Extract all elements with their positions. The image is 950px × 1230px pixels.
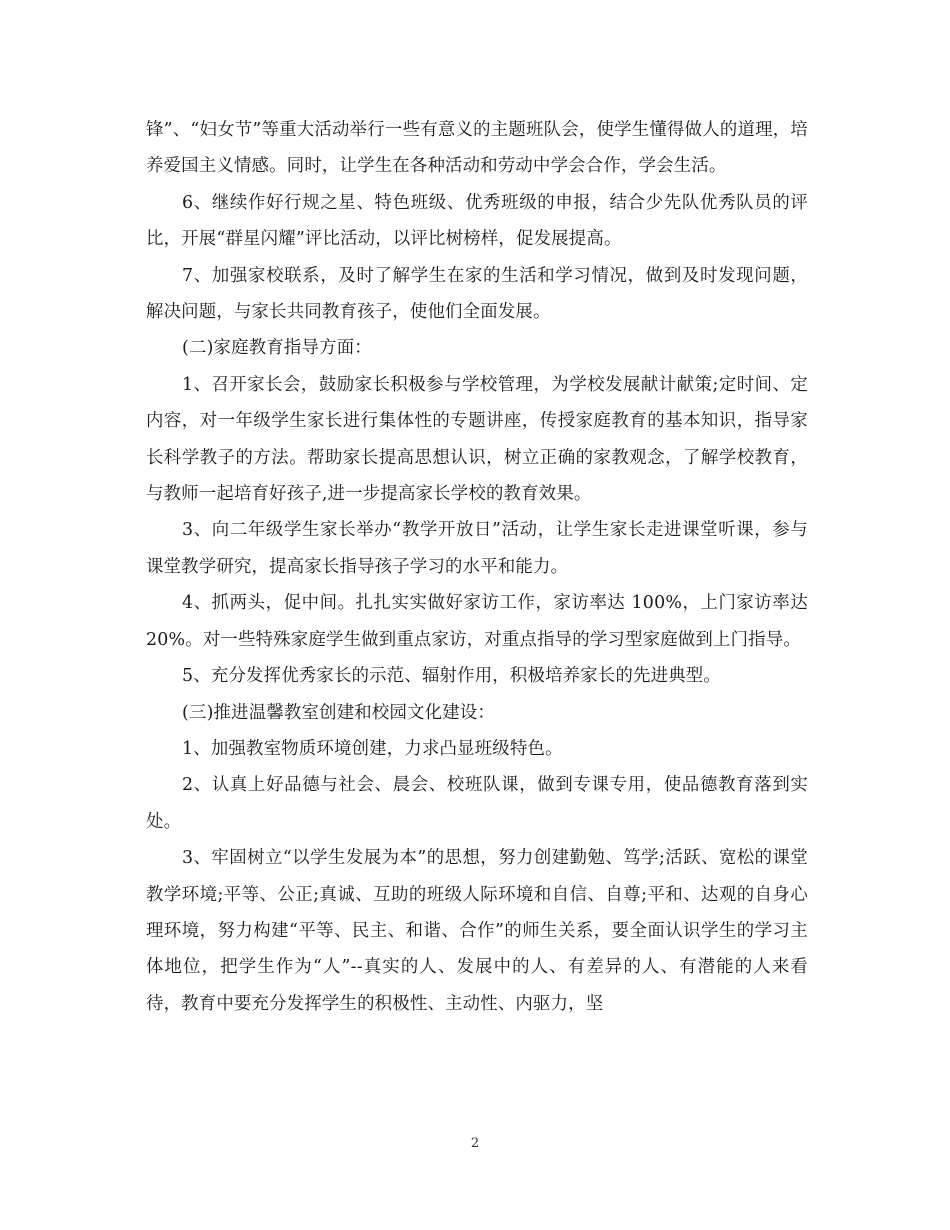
- paragraph-item-6: 6、继续作好行规之星、特色班级、优秀班级的申报，结合少先队优秀队员的评比，开展“群星闪耀”评比活动，以评比树榜样，促发展提高。: [146, 192, 808, 250]
- paragraph-item-7: 7、加强家校联系，及时了解学生在家的生活和学习情况，做到及时发现问题，解决问题，与家长共同教育孩子，使他们全面发展。: [146, 265, 808, 323]
- paragraph-model-parents: 5、充分发挥优秀家长的示范、辐射作用，积极培养家长的先进典型。: [182, 666, 721, 687]
- paragraph-open-day: 3、向二年级学生家长举办“教学开放日”活动，让学生家长走进课堂听课，参与课堂教学研究，提高家长指导孩子学习的水平和能力。: [146, 520, 808, 577]
- section-heading-classroom-culture: (三)推进温馨教室创建和校园文化建设：: [182, 702, 496, 723]
- paragraph-continuation: 锋”、“妇女节”等重大活动举行一些有意义的主题班队会，使学生懂得做人的道理，培养爱国主义情感。同时，让学生在各种活动和劳动中学会合作，学会生活。: [146, 120, 808, 177]
- paragraph-student-development: 3、牢固树立“以学生发展为本”的思想，努力创建勤勉、笃学;活跃、宽松的课堂教学环境;平等、公正;真诚、互助的班级人际环境和自信、自尊;平和、达观的自身心理环境，努力构建“平等、民主、和谐、合作”的师生关系，要全面认识学生的学习主体地位，把学生作为“人”--真实的人、发展中的人、有差异的人、有潜能的人来看待，教育中要充分发挥学生的积极性、主动性、内驱力，坚: [146, 848, 808, 1014]
- page-number: 2: [470, 1136, 480, 1151]
- paragraph-moral-education: 2、认真上好品德与社会、晨会、校班队课，做到专课专用，使品德教育落到实处。: [146, 775, 808, 832]
- paragraph-parent-meeting: 1、召开家长会，鼓励家长积极参与学校管理，为学校发展献计献策;定时间、定内容，对一年级学生家长进行集体性的专题讲座，传授家庭教育的基本知识，指导家长科学教子的方法。帮助家长提高思想认识，树立正确的家教观念，了解学校教育，与教师一起培育好孩子,进一步提高家长学校的教育效果。: [146, 374, 808, 505]
- paragraph-classroom-environment: 1、加强教室物质环境创建，力求凸显班级特色。: [182, 738, 563, 759]
- document-body: [146, 112, 808, 1022]
- paragraph-home-visits: 4、抓两头，促中间。扎扎实实做好家访工作，家访率达 100%，上门家访率达 20%。对一些特殊家庭学生做到重点家访，对重点指导的学习型家庭做到上门指导。: [146, 593, 808, 650]
- section-heading-family-education: (二)家庭教育指导方面：: [182, 338, 372, 359]
